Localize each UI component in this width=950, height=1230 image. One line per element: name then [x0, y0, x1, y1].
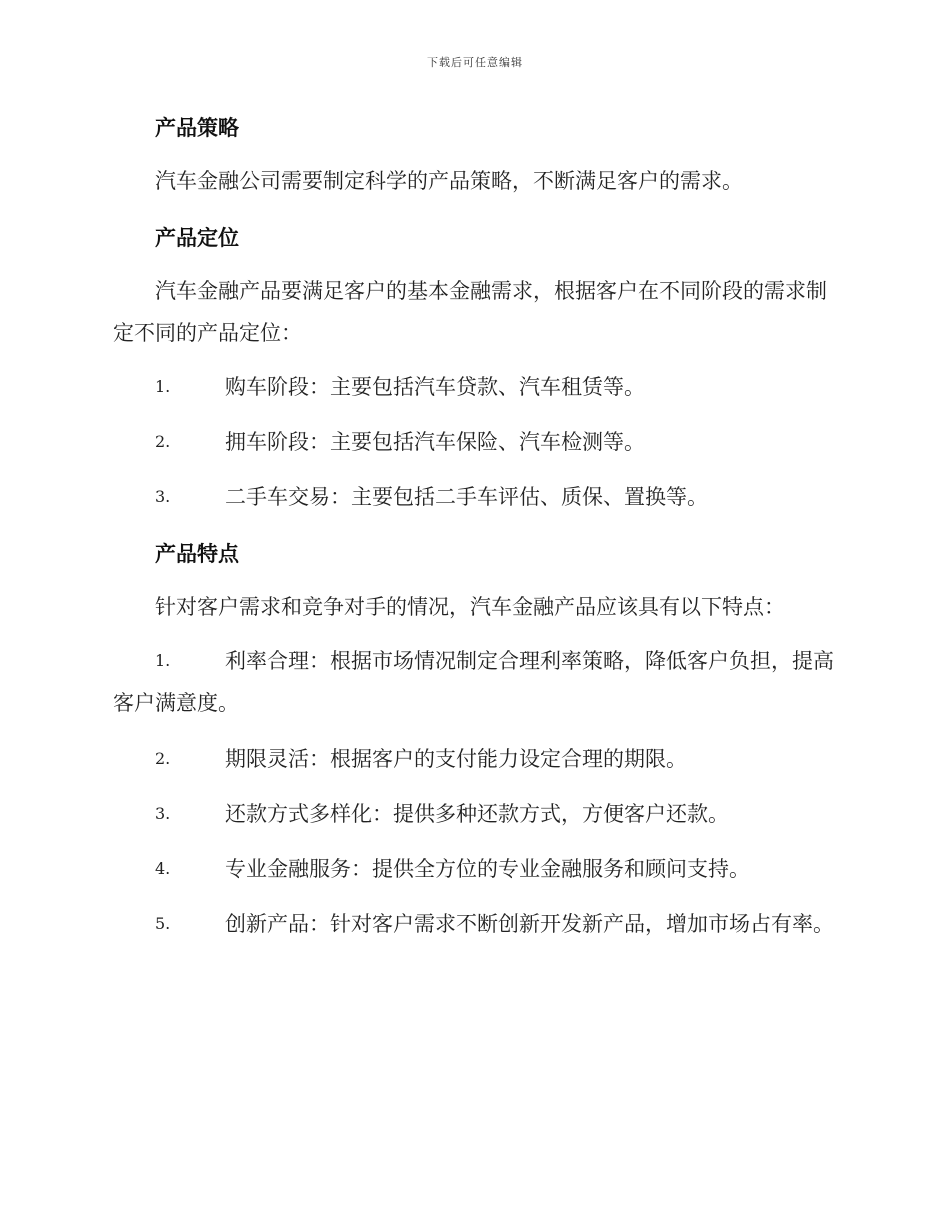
list-item — [113, 476, 835, 518]
list-text: 利率合理：根据市场情况制定合理利率策略，降低客户负担，提高客户满意度。 — [113, 649, 834, 715]
list-item — [113, 421, 835, 463]
list-number: 2. — [155, 749, 171, 768]
list-number: 3. — [155, 804, 171, 823]
list-text: 拥车阶段：主要包括汽车保险、汽车检测等。 — [225, 430, 645, 454]
section-heading-positioning: 产品定位 — [155, 225, 239, 250]
list-text: 专业金融服务：提供全方位的专业金融服务和顾问支持。 — [225, 857, 750, 881]
section-heading-features: 产品特点 — [155, 541, 239, 566]
list-item — [113, 903, 835, 945]
list-text: 二手车交易：主要包括二手车评估、质保、置换等。 — [225, 485, 708, 509]
list-item — [113, 738, 835, 780]
section-heading-strategy: 产品策略 — [155, 115, 239, 140]
list-text: 创新产品：针对客户需求不断创新开发新产品，增加市场占有率。 — [225, 912, 834, 936]
features-paragraph: 针对客户需求和竞争对手的情况，汽车金融产品应该具有以下特点： — [155, 595, 785, 619]
list-item — [113, 848, 835, 890]
strategy-paragraph: 汽车金融公司需要制定科学的产品策略，不断满足客户的需求。 — [155, 169, 743, 193]
list-number: 1. — [155, 651, 171, 670]
list-number: 3. — [155, 487, 171, 506]
list-text: 期限灵活：根据客户的支付能力设定合理的期限。 — [225, 747, 687, 771]
header-note: 下载后可任意编辑 — [427, 56, 523, 69]
list-number: 1. — [155, 377, 171, 396]
list-text: 还款方式多样化：提供多种还款方式，方便客户还款。 — [225, 802, 729, 826]
list-item — [113, 793, 835, 835]
positioning-paragraph: 汽车金融产品要满足客户的基本金融需求，根据客户在不同阶段的需求制定不同的产品定位： — [113, 279, 827, 345]
list-number: 4. — [155, 859, 171, 878]
list-number: 5. — [155, 914, 171, 933]
list-item — [113, 366, 835, 408]
list-text: 购车阶段：主要包括汽车贷款、汽车租赁等。 — [225, 375, 645, 399]
list-number: 2. — [155, 432, 171, 451]
list-item — [113, 640, 835, 724]
